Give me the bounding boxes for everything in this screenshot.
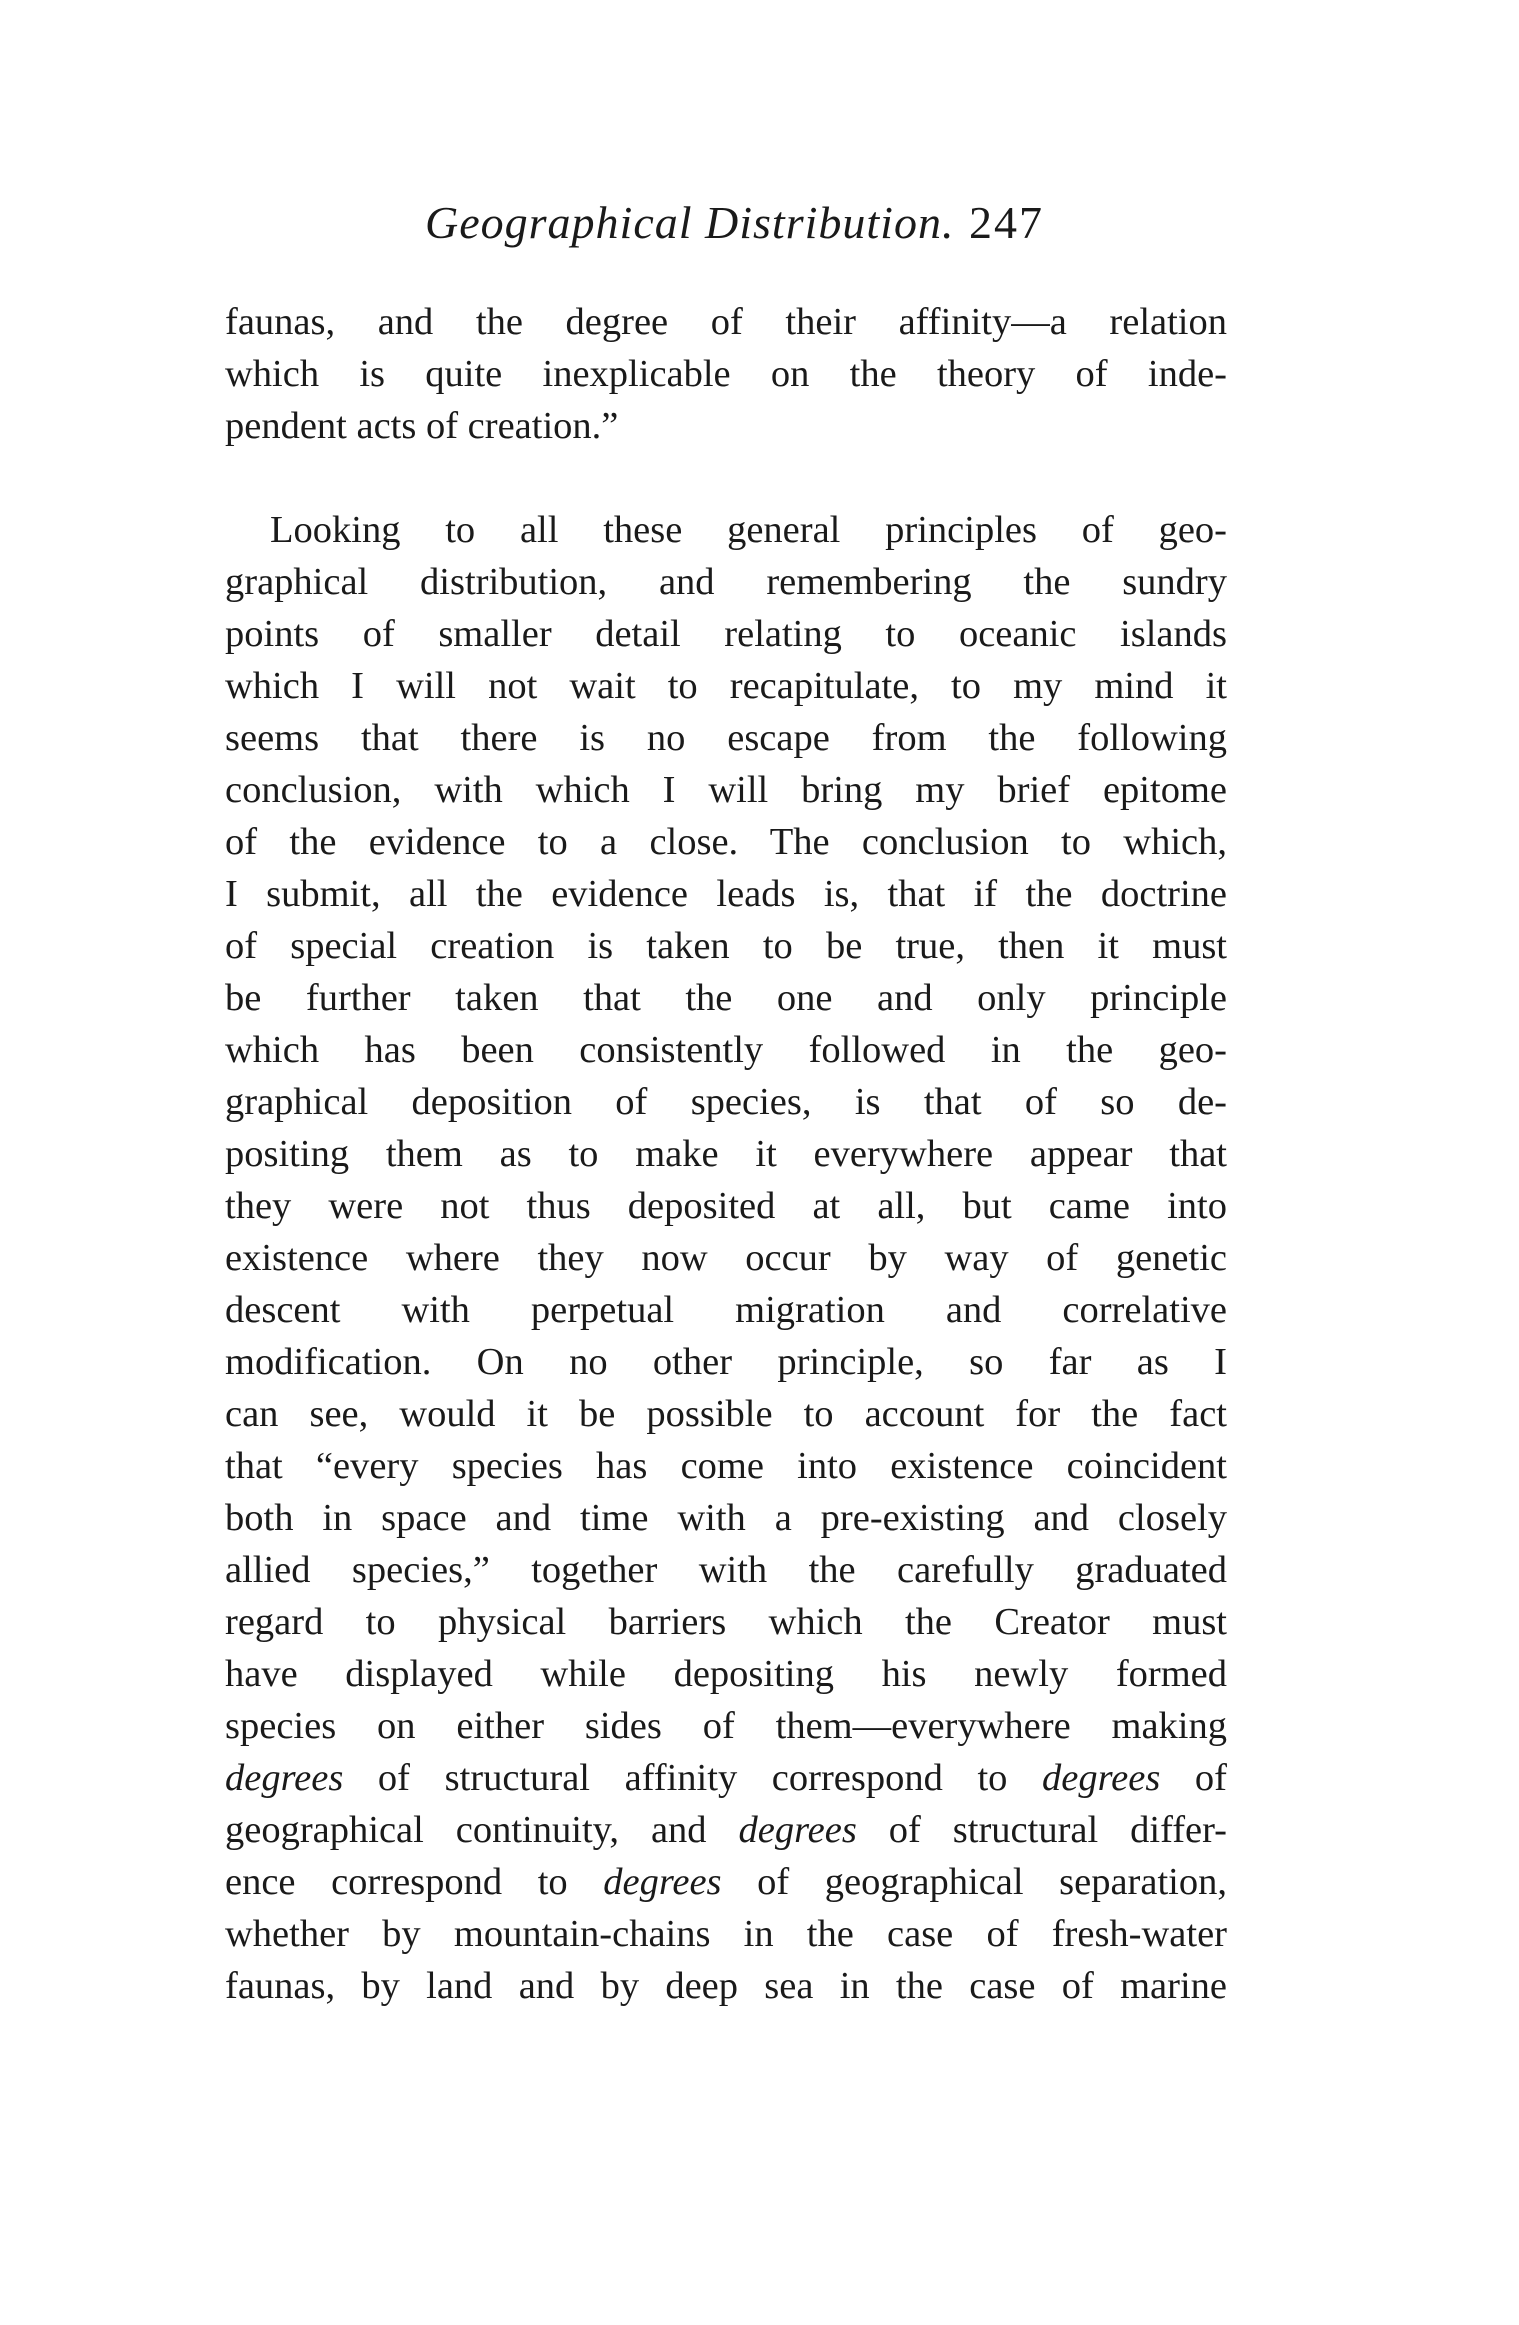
text-run: geographical continuity, and [225,1809,739,1851]
text-line: can see, would it be possible to account for the fact [225,1393,1227,1435]
text-line: which is quite inexplicable on the theory of inde- [225,353,1227,395]
body-text [225,296,1227,2012]
page-number: 247 [969,197,1044,248]
text-line: of special creation is taken to be true, then it must [225,925,1227,967]
text-line: have displayed while depositing his newly formed [225,1653,1227,1695]
text-run: ence correspond to [225,1861,604,1903]
text-line: which I will not wait to recapitulate, to my mind it [225,665,1227,707]
text-line: modification. On no other principle, so far as I [225,1341,1227,1383]
italic-word: degrees [738,1809,857,1851]
text-line: descent with perpetual migration and correlative [225,1289,1227,1331]
text-line: conclusion, with which I will bring my brief epitome [225,769,1227,811]
text-line: of the evidence to a close. The conclusion to which, [225,821,1227,863]
text-line: I submit, all the evidence leads is, that if the doctrine [225,873,1227,915]
text-line: positing them as to make it everywhere appear that [225,1133,1227,1175]
text-line: graphical deposition of species, is that of so de- [225,1081,1227,1123]
running-title: Geographical Distribution. [425,197,955,248]
text-line: Looking to all these general principles of geo- [270,509,1227,551]
running-head [225,196,1225,266]
text-run: of structural differ- [856,1809,1227,1851]
text-run: of structural affinity correspond to [343,1757,1042,1799]
text-line: allied species,” together with the carefully graduated [225,1549,1227,1591]
text-line: whether by mountain-chains in the case of fresh-water [225,1913,1227,1955]
text-line: points of smaller detail relating to oceanic islands [225,613,1227,655]
text-line: both in space and time with a pre-existing and closely [225,1497,1227,1539]
text-line: pendent acts of creation.” [225,405,619,447]
paragraph-gap [225,452,1227,504]
text-line-mixed [225,1856,1227,1908]
text-run: of [1160,1757,1227,1799]
text-line: which has been consistently followed in the geo- [225,1029,1227,1071]
text-line: seems that there is no escape from the following [225,717,1227,759]
text-line: faunas, by land and by deep sea in the case of marine [225,1965,1227,2007]
italic-word: degrees [225,1757,344,1799]
italic-word: degrees [1042,1757,1161,1799]
italic-word: degrees [603,1861,722,1903]
text-line: regard to physical barriers which the Creator must [225,1601,1227,1643]
text-line: graphical distribution, and remembering the sundry [225,561,1227,603]
text-line: species on either sides of them—everywhere making [225,1705,1227,1747]
text-line: existence where they now occur by way of genetic [225,1237,1227,1279]
text-run: of geographical separation, [721,1861,1227,1903]
text-line: be further taken that the one and only principle [225,977,1227,1019]
text-line: they were not thus deposited at all, but came into [225,1185,1227,1227]
text-line-mixed [225,1804,1227,1856]
text-line: that “every species has come into existence coincident [225,1445,1227,1487]
text-line-mixed [225,1752,1227,1804]
text-line: faunas, and the degree of their affinity—a relation [225,301,1227,343]
